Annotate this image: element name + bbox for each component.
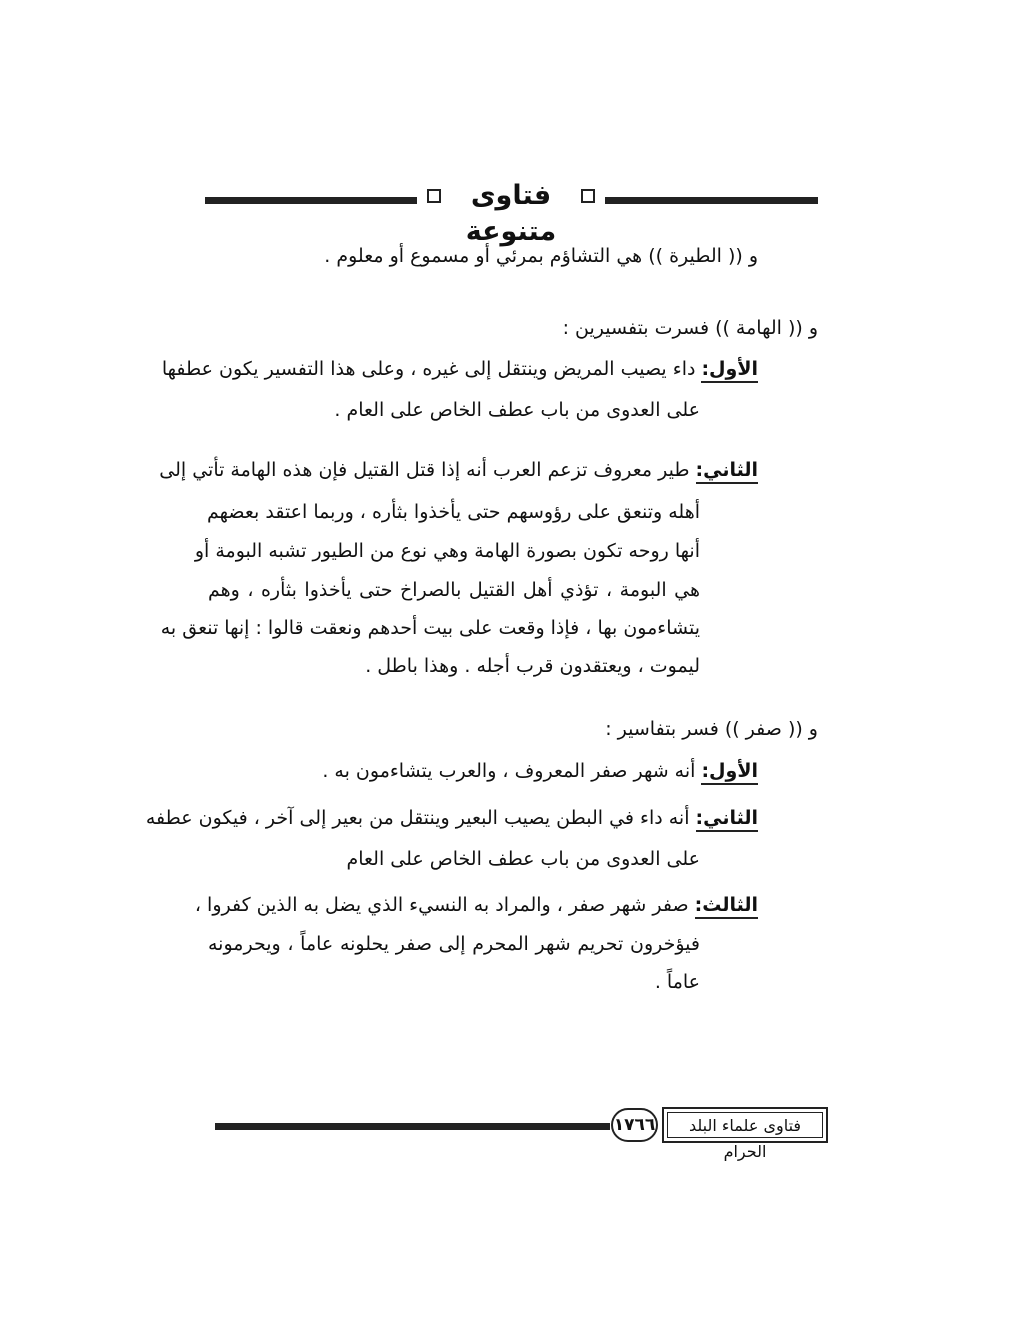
header-rule-left — [205, 197, 417, 204]
safar-first-text: أنه شهر صفر المعروف ، والعرب يتشاءمون به . — [322, 760, 696, 782]
hama-first-continuation: على العدوى من باب عطف الخاص على العام . — [334, 399, 700, 421]
safar-first-term: الأول: — [701, 760, 758, 785]
page-number: ١٧٦٦ — [611, 1108, 658, 1142]
header-square-right — [581, 189, 595, 203]
hama-intro: و (( الهامة )) فسرت بتفسيرين : — [562, 317, 818, 339]
safar-intro: و (( صفر )) فسر بتفاسير : — [605, 718, 818, 740]
safar-first-line — [322, 757, 758, 785]
header-square-left — [427, 189, 441, 203]
safar-third-line — [194, 891, 758, 919]
hama-second-term: الثاني: — [696, 459, 759, 484]
safar-second-line — [145, 804, 758, 832]
hama-second-line — [159, 456, 758, 484]
hama-second-line-4: هي البومة ، تؤذي أهل القتيل بالصراخ حتى يأخذوا بثأره ، وهم — [208, 579, 700, 601]
hama-first-term: الأول: — [701, 358, 758, 383]
page-title: فتاوى متنوعة — [465, 180, 557, 247]
safar-third-line-3: عاماً . — [654, 971, 700, 993]
footer-book-title-box — [662, 1107, 828, 1161]
hama-second-text: طير معروف تزعم العرب أنه إذا قتل القتيل فإن هذه الهامة تأتي إلى — [159, 459, 690, 481]
footer-rule — [215, 1123, 610, 1130]
hama-second-line-2: أهله وتنعق على رؤوسهم حتى يأخذوا بثأره ، وربما اعتقد بعضهم — [206, 501, 700, 523]
hama-second-line-6: ليموت ، ويعتقدون قرب أجله . وهذا باطل . — [365, 655, 700, 677]
hama-second-line-5: يتشاءمون بها ، فإذا وقعت على بيت أحدهم ونعقت قالوا : إنها تنعق به — [160, 617, 700, 639]
footer-book-title: فتاوى علماء البلد الحرام — [667, 1112, 823, 1138]
safar-third-text: صفر شهر صفر ، والمراد به النسيء الذي يضل به الذين كفروا ، — [194, 894, 689, 916]
header-rule-right — [605, 197, 818, 204]
safar-third-term: الثالث: — [695, 894, 758, 919]
safar-second-continuation: على العدوى من باب عطف الخاص على العام — [346, 848, 700, 870]
tiyara-definition: و (( الطيرة )) هي التشاؤم بمرئي أو مسموع أو معلوم . — [324, 245, 758, 267]
safar-third-line-2: فيؤخرون تحريم شهر المحرم إلى صفر يحلونه عاماً ، ويحرمونه — [208, 933, 700, 955]
hama-first-line — [161, 355, 758, 383]
safar-second-term: الثاني: — [696, 807, 759, 832]
hama-second-line-3: أنها روحه تكون بصورة الهامة وهي نوع من الطيور تشبه البومة أو — [194, 540, 700, 562]
hama-first-text: داء يصيب المريض وينتقل إلى غيره ، وعلى هذا التفسير يكون عطفها — [161, 358, 696, 380]
safar-second-text: أنه داء في البطن يصيب البعير وينتقل من بعير إلى آخر ، فيكون عطفه — [145, 807, 690, 829]
